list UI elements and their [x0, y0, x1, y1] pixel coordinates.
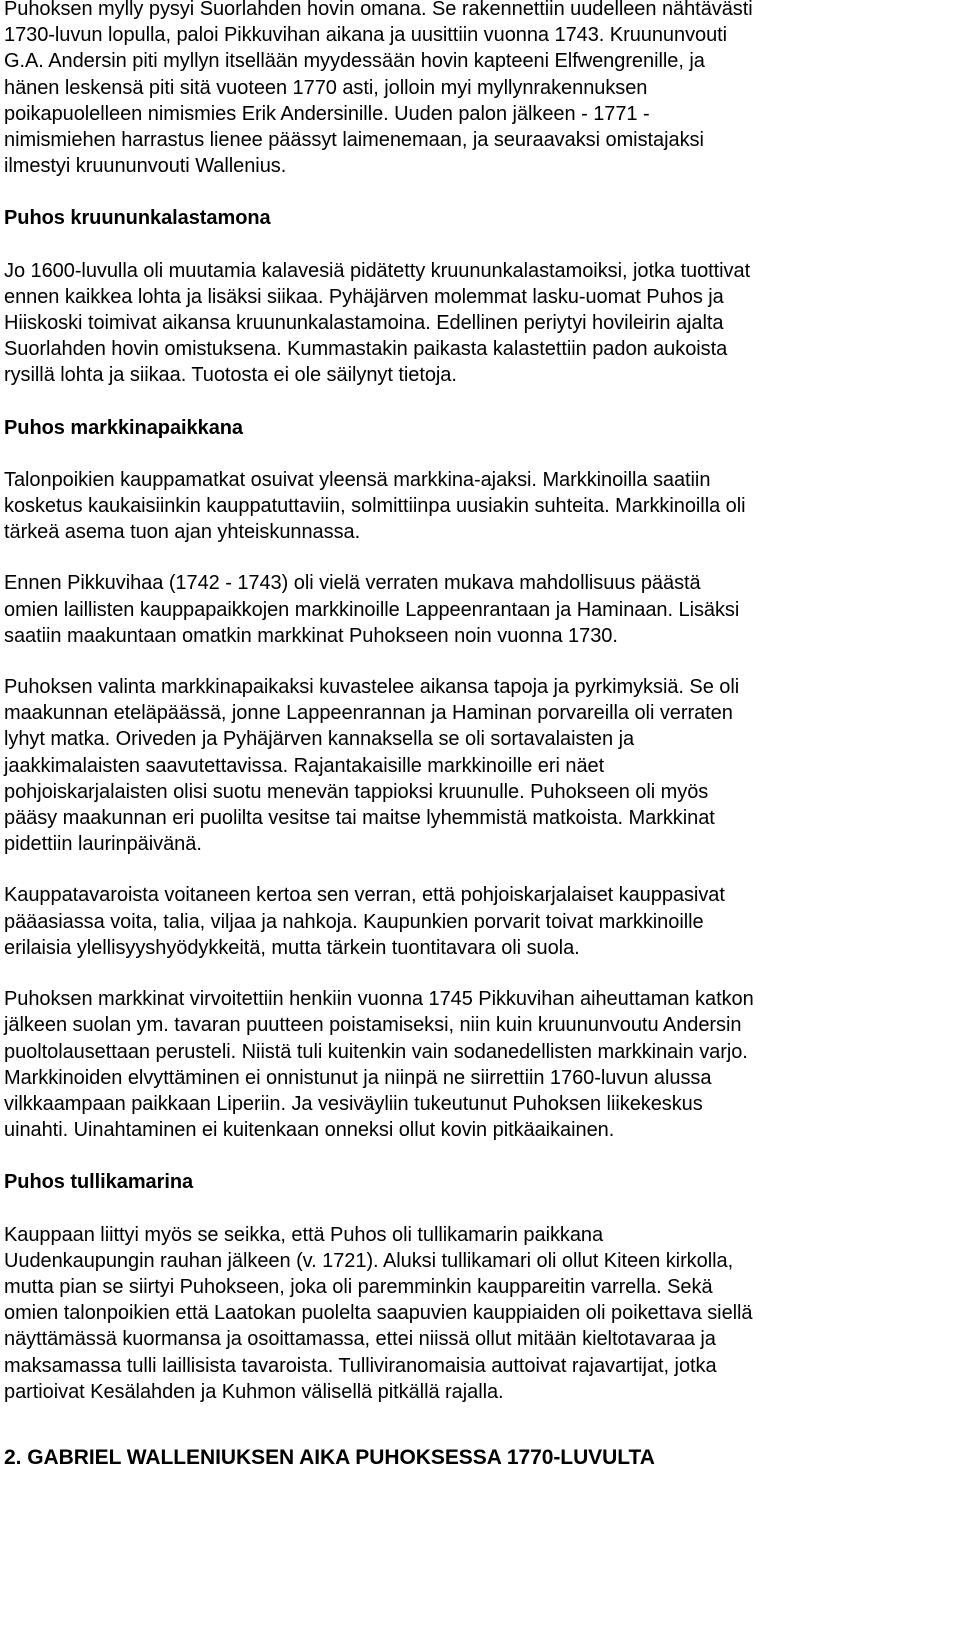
paragraph-fishery — [4, 258, 946, 389]
section-heading-fishery: Puhos kruununkalastamona — [4, 207, 271, 230]
chapter-heading: 2. GABRIEL WALLENIUKSEN AIKA PUHOKSESSA 1770-LUVULTA — [4, 1445, 655, 1469]
text-line: saatiin maakuntaan omatkin markkinat Puhokseen noin vuonna 1730. — [4, 624, 618, 647]
text-line: Puhoksen markkinat virvoitettiin henkiin vuonna 1745 Pikkuvihan aiheuttaman katkon — [4, 988, 754, 1011]
paragraph-trade-goods — [4, 882, 946, 961]
text-line: mutta pian se siirtyi Puhokseen, joka oli paremminkin kauppareitin varrella. Sekä — [4, 1275, 713, 1298]
text-line: partioivat Kesälahden ja Kuhmon välisellä pitkällä rajalla. — [4, 1380, 504, 1403]
text-line: Puhoksen mylly pysyi Suorlahden hovin omana. Se rakennettiin uudelleen nähtävästi — [4, 0, 753, 20]
text-line: pohjoiskarjalaisten olisi suotu menevän tappioksi kruunulle. Puhokseen oli myös — [4, 780, 709, 803]
text-line: Talonpoikien kauppamatkat osuivat yleensä markkina-ajaksi. Markkinoilla saatiin — [4, 468, 711, 491]
text-line: Puhoksen valinta markkinapaikaksi kuvastelee aikansa tapoja ja pyrkimyksiä. Se oli — [4, 676, 740, 699]
text-line: Ennen Pikkuvihaa (1742 - 1743) oli vielä verraten mukava mahdollisuus päästä — [4, 572, 701, 595]
text-line: ilmestyi kruununvouti Wallenius. — [4, 155, 287, 178]
text-line: kosketus kaukaisiinkin kauppatuttaviin, solmittiinpa uusiakin suhteita. Markkinoilla oli — [4, 495, 746, 518]
section-heading-market: Puhos markkinapaikkana — [4, 416, 244, 439]
text-line: Kauppatavaroista voitaneen kertoa sen verran, että pohjoiskarjalaiset kauppasivat — [4, 884, 725, 907]
paragraph-market-choice — [4, 674, 946, 857]
section-heading-customs: Puhos tullikamarina — [4, 1171, 194, 1194]
text-line: näyttämässä kuormansa ja osoittamassa, ettei niissä ollut mitään kieltotavaraa ja — [4, 1328, 716, 1351]
text-line: Suorlahden hovin omistuksena. Kummastakin paikasta kalastettiin padon aukoista — [4, 338, 728, 361]
paragraph-mill — [4, 0, 946, 179]
text-line: Hiiskoski toimivat aikansa kruununkalastamoina. Edellinen periytyi hovileirin ajalta — [4, 312, 724, 335]
paragraph-customs — [4, 1222, 946, 1405]
text-line: Kauppaan liittyi myös se seikka, että Puhos oli tullikamarin paikkana — [4, 1223, 604, 1246]
text-line: uinahti. Uinahtaminen ei kuitenkaan onneksi ollut kovin pitkäaikainen. — [4, 1119, 615, 1142]
text-line: hänen leskensä piti sitä vuoteen 1770 asti, jolloin myi myllynrakennuksen — [4, 76, 648, 99]
text-line: pidettiin laurinpäivänä. — [4, 833, 202, 856]
text-line: lyhyt matka. Oriveden ja Pyhäjärven kannaksella se oli sortavalaisten ja — [4, 728, 635, 751]
text-line: ennen kaikkea lohta ja lisäksi siikaa. Pyhäjärven molemmat lasku-uomat Puhos ja — [4, 285, 724, 308]
text-line: pääasiassa voita, talia, viljaa ja nahkoja. Kaupunkien porvarit toivat markkinoille — [4, 910, 704, 933]
text-line: tärkeä asema tuon ajan yhteiskunnassa. — [4, 521, 361, 544]
paragraph-market-trips — [4, 467, 946, 546]
paragraph-market-revival — [4, 986, 946, 1143]
text-line: omien laillisten kauppapaikkojen markkinoille Lappeenrantaan ja Haminaan. Lisäksi — [4, 598, 740, 621]
text-line: G.A. Andersin piti myllyn itsellään myydessään hovin kapteeni Elfwengrenille, ja — [4, 50, 705, 73]
paragraph-market-before-war — [4, 570, 946, 649]
text-line: jälkeen suolan ym. tavaran puutteen poistamiseksi, niin kuin kruununvoutu Andersin — [4, 1014, 742, 1037]
text-line: Uudenkaupungin rauhan jälkeen (v. 1721). Aluksi tullikamari oli ollut Kiteen kirkolla, — [4, 1249, 734, 1272]
text-line: poikapuolelleen nimismies Erik Andersinille. Uuden palon jälkeen - 1771 - — [4, 102, 650, 125]
text-line: erilaisia ylellisyyshyödykkeitä, mutta tärkein tuontitavara oli suola. — [4, 936, 580, 959]
text-line: jaakkimalaisten saavutettavissa. Rajantakaisille markkinoille eri näet — [4, 754, 605, 777]
text-line: puoltolausettaan perusteli. Niistä tuli kuitenkin vain sodanedellisten markkinain varjo. — [4, 1040, 748, 1063]
text-line: pääsy maakunnan eri puolilta vesitse tai maitse lyhemmistä matkoista. Markkinat — [4, 807, 715, 830]
text-line: 1730-luvun lopulla, paloi Pikkuvihan aikana ja uusittiin vuonna 1743. Kruununvouti — [4, 24, 728, 47]
text-line: maakunnan eteläpäässä, jonne Lappeenrannan ja Haminan porvareilla oli verraten — [4, 702, 733, 725]
text-line: maksamassa tulli laillisista tavaroista. Tulliviranomaisia auttoivat rajavartijat, jotka — [4, 1354, 717, 1377]
text-line: omien talonpoikien että Laatokan puolelta saapuvien kauppiaiden oli poikettava siellä — [4, 1302, 753, 1325]
text-line: rysillä lohta ja siikaa. Tuotosta ei ole säilynyt tietoja. — [4, 364, 457, 387]
text-line: vilkkaampaan paikkaan Liperiin. Ja vesiväyliin tukeutunut Puhoksen liikekeskus — [4, 1092, 703, 1115]
text-line: Markkinoiden elvyttäminen ei onnistunut ja niinpä ne siirrettiin 1760-luvun alussa — [4, 1066, 712, 1089]
text-line: Jo 1600-luvulla oli muutamia kalavesiä pidätetty kruununkalastamoiksi, jotka tuottivat — [4, 259, 751, 282]
text-line: nimismiehen harrastus lienee päässyt laimenemaan, ja seuraavaksi omistajaksi — [4, 129, 704, 152]
